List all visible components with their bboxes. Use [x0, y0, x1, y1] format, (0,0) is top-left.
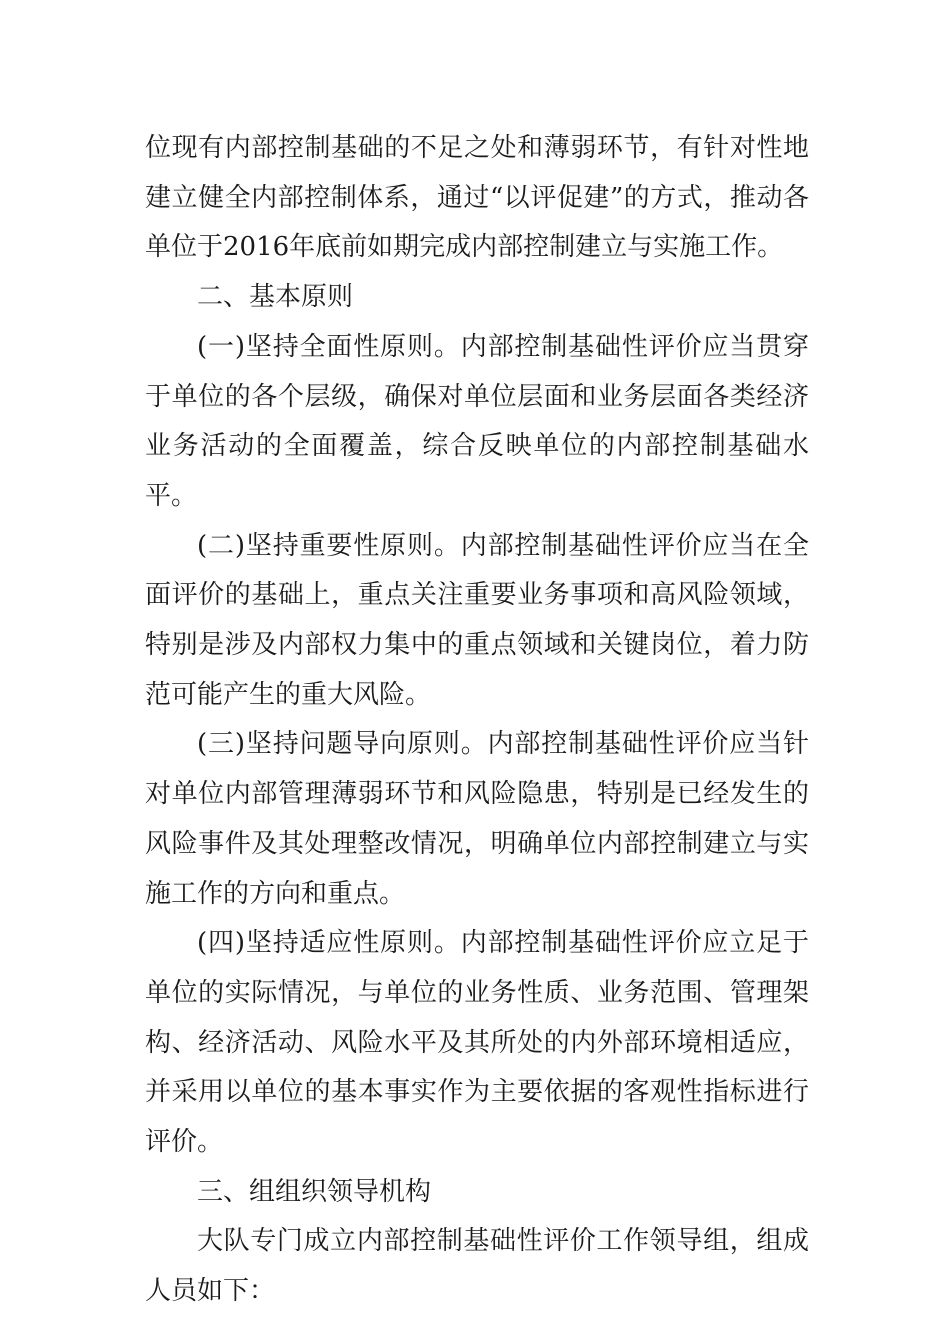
document-page	[145, 124, 809, 1317]
section-heading-basic-principles: 二、基本原则	[197, 282, 354, 313]
section-heading-leadership: 三、组组织领导机构	[197, 1176, 432, 1207]
paragraph-leadership-group: 大队专门成立内部控制基础性评价工作领导组，组成人员如下：	[145, 1226, 809, 1307]
paragraph-principle-problem-oriented: (三)坚持问题导向原则。内部控制基础性评价应当针对单位内部管理薄弱环节和风险隐患，特别是已经发生的风险事件及其处理整改情况，明确单位内部控制建立与实施工作的方向和重点。	[145, 729, 809, 909]
paragraph-principle-importance: (二)坚持重要性原则。内部控制基础性评价应当在全面评价的基础上，重点关注重要业务事项和高风险领域，特别是涉及内部权力集中的重点领域和关键岗位，着力防范可能产生的重大风险。	[145, 530, 809, 710]
paragraph-continuation: 位现有内部控制基础的不足之处和薄弱环节，有针对性地建立健全内部控制体系，通过“以评促建”的方式，推动各单位于2016年底前如期完成内部控制建立与实施工作。	[145, 133, 809, 263]
paragraph-principle-comprehensive: (一)坚持全面性原则。内部控制基础性评价应当贯穿于单位的各个层级，确保对单位层面和业务层面各类经济业务活动的全面覆盖，综合反映单位的内部控制基础水平。	[145, 331, 809, 511]
paragraph-principle-adaptability: (四)坚持适应性原则。内部控制基础性评价应立足于单位的实际情况，与单位的业务性质、业务范围、管理架构、经济活动、风险水平及其所处的内外部环境相适应，并采用以单位的基本事实作为主要依据的客观性指标进行评价。	[145, 928, 809, 1158]
